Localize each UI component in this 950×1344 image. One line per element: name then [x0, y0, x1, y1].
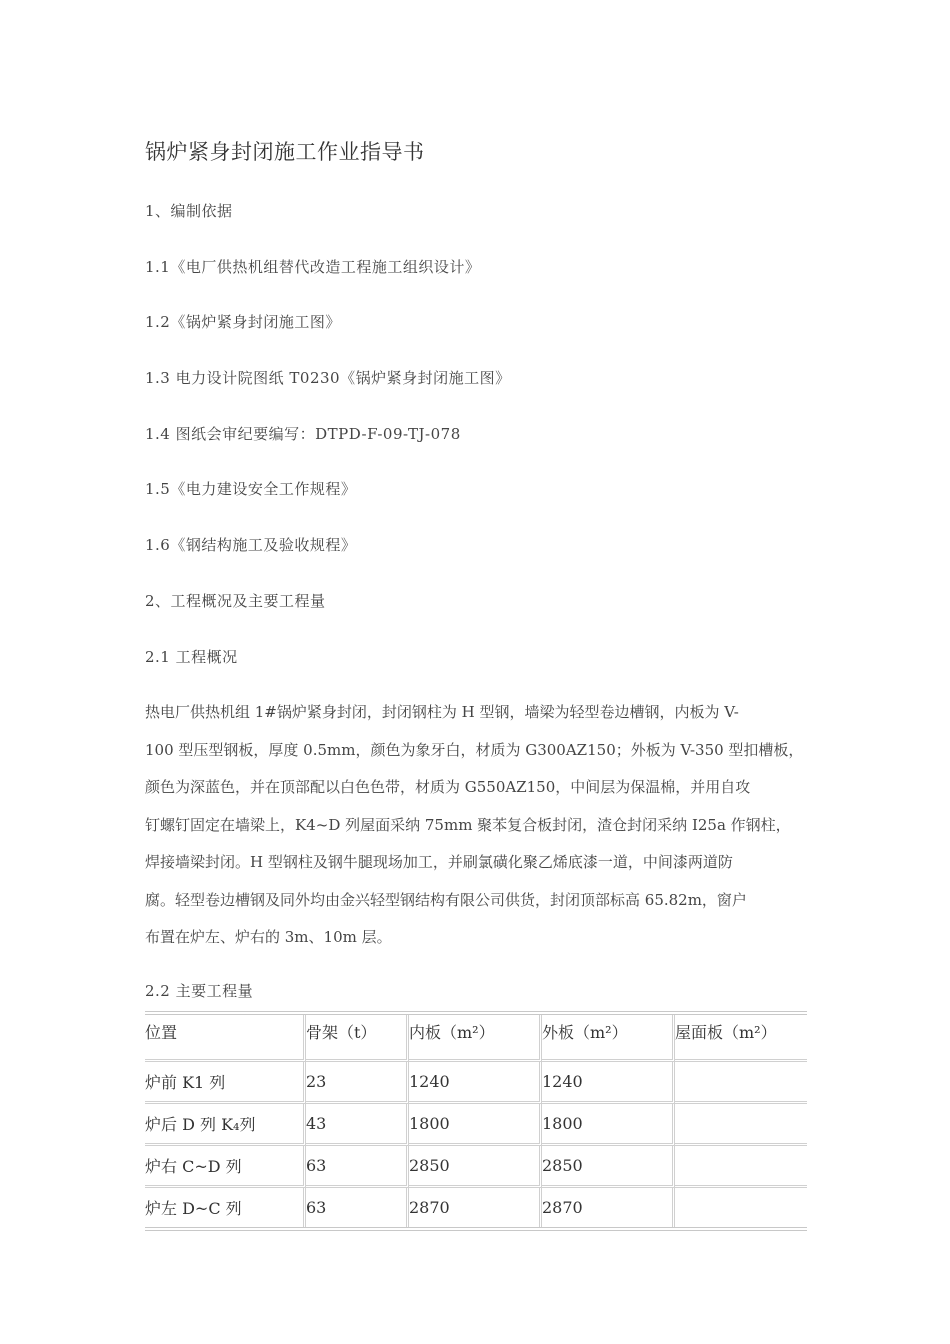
paragraph-line: 100 型压型钢板，厚度 0.5mm，颜色为象牙白，材质为 G300AZ150；外板为 V-350 型扣槽板，: [145, 740, 804, 759]
paragraph-line: 钉螺钉固定在墙梁上，K4~D 列屋面采纳 75mm 聚苯复合板封闭，渣仓封闭采纳 I25a 作钢柱，: [145, 815, 791, 834]
paragraph-line: 热电厂供热机组 1#锅炉紧身封闭，封闭钢柱为 H 型钢，墙梁为轻型卷边槽钢，内板为 V-: [145, 703, 739, 721]
header-cell-outer-panel: 外板（m²）: [542, 1015, 675, 1062]
table-cell: 2850: [409, 1146, 542, 1188]
table-cell: 1800: [409, 1104, 542, 1146]
table-cell: 2870: [542, 1188, 675, 1227]
table-cell: 63: [306, 1146, 409, 1188]
table-cell: 炉左 D~C 列: [145, 1188, 306, 1227]
header-cell-inner-panel: 内板（m²）: [409, 1015, 542, 1062]
reference-item-1-6: 1.6《钢结构施工及验收规程》: [145, 536, 357, 554]
table-cell: [675, 1188, 807, 1227]
table-cell: 1240: [409, 1062, 542, 1104]
overview-paragraph: [145, 694, 807, 957]
table-row: [145, 1104, 807, 1146]
paragraph-line: 焊接墙梁封闭。H 型钢柱及钢牛腿现场加工，并刷氯磺化聚乙烯底漆一道，中间漆两道防: [145, 853, 733, 871]
header-cell-location: 位置: [145, 1015, 306, 1062]
reference-item-1-5: 1.5《电力建设安全工作规程》: [145, 480, 357, 498]
table-cell: 炉后 D 列 K₄列: [145, 1104, 306, 1146]
paragraph-line: 腐。轻型卷边槽钢及同外均由金兴轻型钢结构有限公司供货，封闭顶部标高 65.82m，窗户: [145, 890, 747, 909]
section-heading-overview: 2、工程概况及主要工程量: [145, 592, 326, 610]
header-cell-roof-panel: 屋面板（m²）: [675, 1015, 807, 1062]
subsection-heading-2-2: 2.2 主要工程量: [145, 982, 254, 1000]
paragraph-line: 颜色为深蓝色，并在顶部配以白色色带，材质为 G550AZ150，中间层为保温棉，并用自攻: [145, 778, 751, 796]
header-cell-frame: 骨架（t）: [306, 1015, 409, 1062]
table-cell: 43: [306, 1104, 409, 1146]
subsection-heading-2-1: 2.1 工程概况: [145, 648, 238, 666]
table-cell: 63: [306, 1188, 409, 1227]
table-cell: 1240: [542, 1062, 675, 1104]
table-cell: 1800: [542, 1104, 675, 1146]
table-row: [145, 1062, 807, 1104]
table-cell: 炉右 C~D 列: [145, 1146, 306, 1188]
table-row: [145, 1146, 807, 1188]
table-cell: 2870: [409, 1188, 542, 1227]
paragraph-line: 布置在炉左、炉右的 3m、10m 层。: [145, 928, 392, 946]
table-header-row: [145, 1015, 807, 1062]
document-title: 锅炉紧身封闭施工作业指导书: [145, 140, 425, 164]
table-cell: [675, 1062, 807, 1104]
table-cell: [675, 1146, 807, 1188]
quantities-table: [145, 1011, 807, 1231]
reference-item-1-1: 1.1《电厂供热机组替代改造工程施工组织设计》: [145, 258, 481, 276]
reference-item-1-3: 1.3 电力设计院图纸 T0230《锅炉紧身封闭施工图》: [145, 369, 511, 387]
section-heading-basis: 1、编制依据: [145, 202, 233, 220]
table-row: [145, 1188, 807, 1227]
reference-item-1-2: 1.2《锅炉紧身封闭施工图》: [145, 313, 341, 331]
table-cell: [675, 1104, 807, 1146]
table-cell: 炉前 K1 列: [145, 1062, 306, 1104]
reference-item-1-4: 1.4 图纸会审纪要编写：DTPD-F-09-TJ-078: [145, 425, 461, 443]
table-cell: 23: [306, 1062, 409, 1104]
table-cell: 2850: [542, 1146, 675, 1188]
